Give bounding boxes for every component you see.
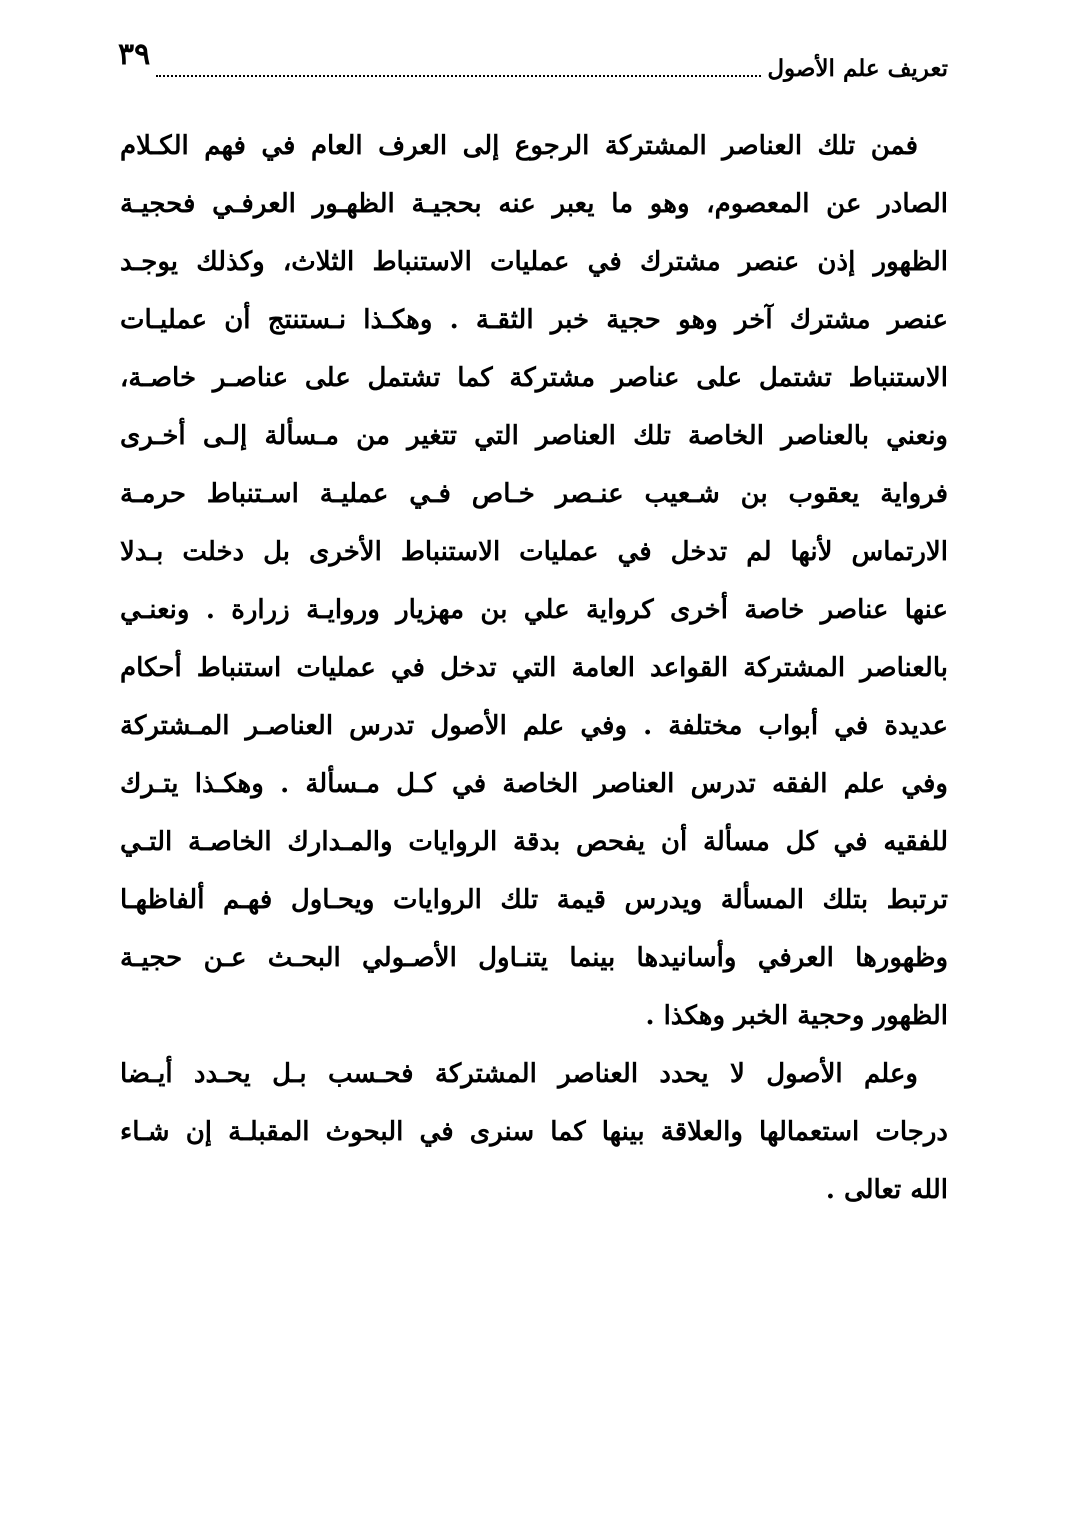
running-header <box>118 37 948 84</box>
text-line: الله تعالى . <box>825 1175 948 1205</box>
text-line: الارتماس لأنها لم تدخل في عمليات الاستنباط الأخرى بل دخلت بـدلا <box>120 537 948 567</box>
text-line: فرواية يعقوب بن شـعيب عنـصر خـاص فـي عمليـة اسـتنباط حرمـة <box>120 479 948 509</box>
body-text <box>120 117 948 1219</box>
text-line: درجات استعمالها والعلاقة بينها كما سنرى في البحوث المقبلـة إن شـاء <box>120 1117 948 1147</box>
text-line: وظهورها العرفي وأسانيدها بينما يتنـاول الأصـولي البحـث عـن حجيـة <box>120 943 948 973</box>
header-dotted-leader <box>156 74 761 77</box>
text-line: الظهور إذن عنصر مشترك في عمليات الاستنباط الثلاث، وكذلك يوجـد <box>120 247 948 277</box>
text-line: وفي علم الفقه تدرس العناصر الخاصة في كـل مـسألة . وهكـذا يتـرك <box>120 769 948 799</box>
text-line: ترتبط بتلك المسألة ويدرس قيمة تلك الروايات ويحـاول فهـم ألفاظهـا <box>120 885 948 915</box>
text-line: الصادر عن المعصوم، وهو ما يعبر عنه بحجيـة الظهـور العرفـي فحجيـة <box>120 189 948 219</box>
text-line: عنها عناصر خاصة أخرى كرواية علي بن مهزيار وروايـة زرارة . ونعنـي <box>120 595 948 625</box>
text-line: فمن تلك العناصر المشتركة الرجوع إلى العرف العام في فهم الكـلام <box>120 131 918 161</box>
text-line: الظهور وحجية الخبر وهكذا . <box>645 1001 948 1031</box>
text-line: الاستنباط تشتمل على عناصر مشتركة كما تشتمل على عناصـر خاصـة، <box>120 363 948 393</box>
page-number: ٣٩ <box>118 37 151 72</box>
text-line: وعلم الأصول لا يحدد العناصر المشتركة فحـسب بـل يحـدد أيـضا <box>120 1059 918 1089</box>
text-line: بالعناصر المشتركة القواعد العامة التي تدخل في عمليات استنباط أحكام <box>120 653 948 683</box>
text-line: عديدة في أبواب مختلفة . وفي علم الأصول تدرس العناصـر المـشتركة <box>120 711 948 741</box>
header-title: تعريف علم الأصول <box>767 55 948 82</box>
text-line: للفقيه في كل مسألة أن يفحص بدقة الروايات والمـدارك الخاصـة التـي <box>120 827 948 857</box>
text-line: عنصر مشترك آخر وهو حجية خبر الثقـة . وهكـذا نـستنتج أن عمليـات <box>120 305 948 335</box>
text-line: ونعني بالعناصر الخاصة تلك العناصر التي تتغير من مـسألة إلـى أخـرى <box>120 421 948 451</box>
